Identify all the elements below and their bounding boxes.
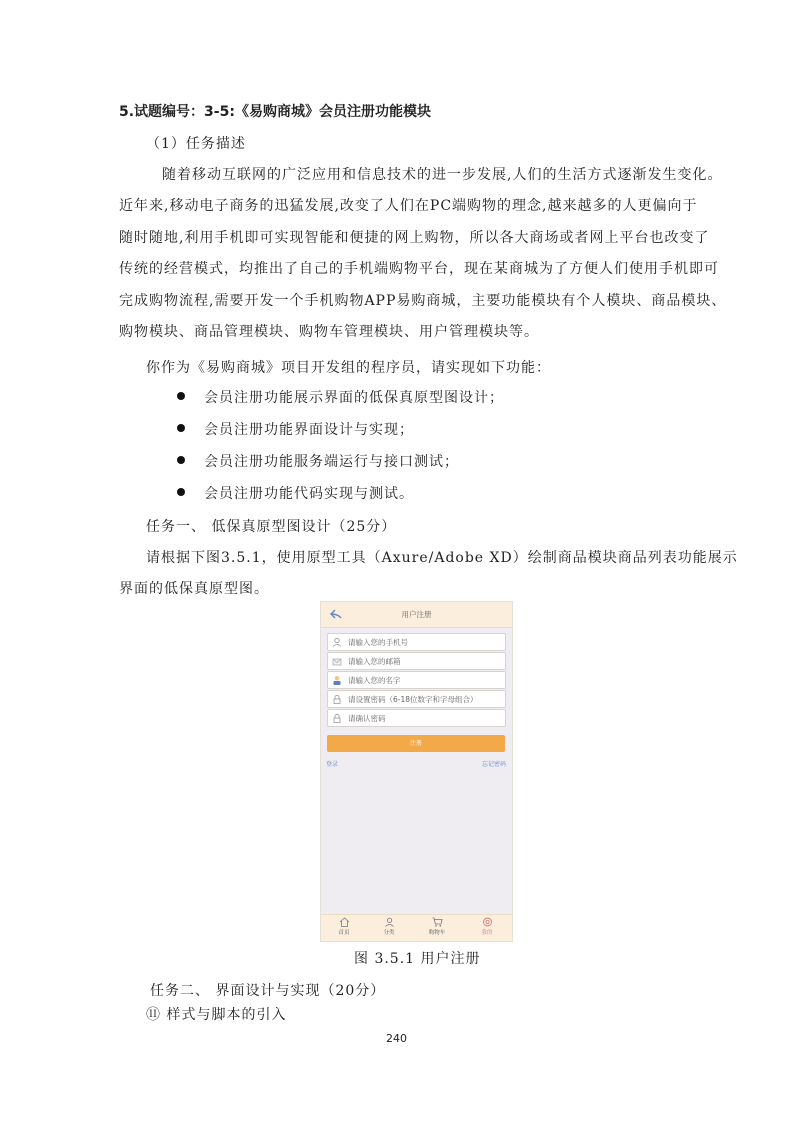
tab-home[interactable] — [329, 917, 359, 936]
field-placeholder: 请输入您的名字 — [348, 676, 401, 685]
password-input[interactable] — [327, 690, 506, 708]
tab-profile[interactable] — [472, 917, 502, 936]
category-icon — [384, 917, 395, 927]
bullet-item-1: 会员注册功能展示界面的低保真原型图设计； — [204, 390, 504, 406]
profile-icon — [482, 917, 493, 927]
email-input[interactable] — [327, 652, 506, 670]
phone-header — [321, 602, 512, 628]
task1-title: 任务一、 低保真原型图设计（25分） — [146, 519, 397, 535]
bullet-icon — [177, 456, 185, 464]
figure-caption: 图 3.5.1 用户注册 — [354, 951, 481, 967]
para-line-6: 购物模块、商品管理模块、购物车管理模块、用户管理模块等。 — [119, 324, 539, 340]
para-line-3: 随时随地,利用手机即可实现智能和便捷的网上购物，所以各大商场或者网上平台也改变了 — [119, 230, 710, 246]
user-icon — [332, 637, 342, 647]
bullet-icon — [177, 488, 185, 496]
role-text: 你作为《易购商城》项目开发组的程序员，请实现如下功能： — [146, 360, 551, 376]
register-button[interactable]: 注册 — [327, 735, 505, 752]
task1-desc-line-1: 请根据下图3.5.1，使用原型工具（Axure/Adobe XD）绘制商品模块商品列表功能展示 — [146, 550, 738, 566]
para-line-2: 近年来,移动电子商务的迅猛发展,改变了人们在PC端购物的理念,越来越多的人更偏向于 — [119, 198, 698, 214]
home-icon — [339, 917, 350, 927]
tab-label: 我的 — [481, 930, 493, 936]
para-line-1: 随着移动互联网的广泛应用和信息技术的进一步发展,人们的生活方式逐渐发生变化。 — [162, 167, 723, 183]
section-heading: 5.试题编号：3-5:《易购商城》会员注册功能模块 — [119, 104, 431, 120]
field-placeholder: 请输入您的手机号 — [348, 638, 408, 647]
bullet-icon — [177, 392, 185, 400]
phone-number-input[interactable] — [327, 633, 506, 651]
bullet-item-3: 会员注册功能服务端运行与接口测试； — [204, 454, 459, 470]
tab-category[interactable] — [374, 917, 404, 936]
bullet-item-4: 会员注册功能代码实现与测试。 — [204, 486, 414, 502]
bullet-icon — [177, 424, 185, 432]
bottom-tab-bar — [321, 914, 512, 942]
field-placeholder: 请设置密码（6-18位数字和字母组合） — [348, 695, 478, 704]
tab-label: 购物车 — [428, 930, 446, 936]
tab-label: 分类 — [383, 930, 395, 936]
phone-prototype-figure — [320, 601, 513, 942]
confirm-password-input[interactable] — [327, 709, 506, 727]
field-placeholder: 请确认密码 — [348, 714, 386, 723]
task1-desc-line-2: 界面的低保真原型图。 — [119, 581, 269, 597]
tab-label: 首页 — [338, 930, 350, 936]
cart-icon — [432, 917, 443, 927]
para-line-4: 传统的经营模式，均推出了自己的手机端购物平台，现在某商城为了方便人们使用手机即可 — [119, 261, 719, 277]
lock-icon — [332, 713, 342, 723]
bullet-item-2: 会员注册功能界面设计与实现； — [204, 422, 414, 438]
field-placeholder: 请输入您的邮箱 — [348, 657, 401, 666]
subsection-title: （1）任务描述 — [146, 136, 246, 152]
para-line-5: 完成购物流程,需要开发一个手机购物APP易购商城，主要功能模块有个人模块、商品模块、 — [119, 293, 727, 309]
login-link[interactable]: 登录 — [326, 761, 339, 768]
page-number: 240 — [386, 1032, 407, 1045]
step-title: ⑪ 样式与脚本的引入 — [146, 1007, 287, 1023]
name-input[interactable] — [327, 671, 506, 689]
task2-title: 任务二、 界面设计与实现（20分） — [150, 983, 386, 999]
forgot-password-link[interactable]: 忘记密码 — [481, 761, 506, 768]
tab-cart[interactable] — [422, 917, 452, 936]
lock-icon — [332, 694, 342, 704]
mail-icon — [332, 656, 342, 666]
person-icon — [332, 675, 342, 685]
phone-title: 用户注册 — [401, 610, 432, 619]
